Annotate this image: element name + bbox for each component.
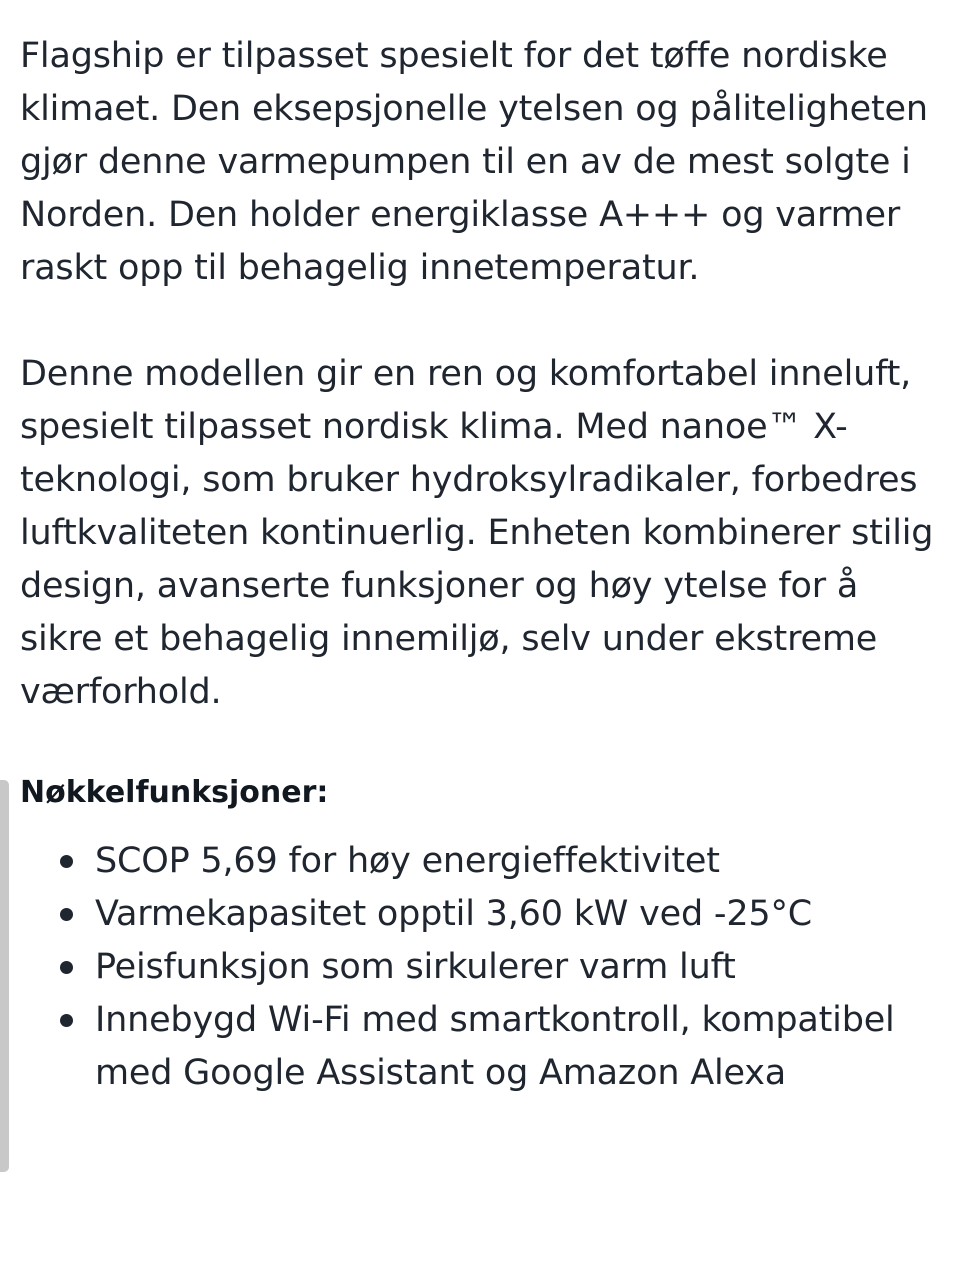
features-heading: Nøkkelfunksjoner: (20, 775, 329, 810)
description-paragraph-2: Denne modellen gir en ren og komfortabel inneluft, spesielt tilpasset nordisk klima. Med nanoe™ X-teknologi, som bruker hydroksylradikaler, forbedres luftkvaliteten kontinuerlig. Enheten kombinerer stilig design, avanserte funksjoner og høy ytelse for å sikre et behagelig innemiljø, selv under ekstreme værforhold. (20, 354, 934, 712)
scrollbar[interactable] (0, 780, 9, 1172)
product-description (20, 30, 945, 1100)
feature-item-fireplace (20, 941, 945, 994)
bullet-icon (60, 961, 73, 974)
features-list (20, 835, 945, 1100)
bullet-icon (60, 855, 73, 868)
feature-item-wifi (20, 994, 945, 1100)
feature-item-heating-capacity (20, 888, 945, 941)
bullet-icon (60, 1014, 73, 1027)
feature-item-label: Peisfunksjon som sirkulerer varm luft (95, 947, 736, 987)
description-paragraph-1: Flagship er tilpasset spesielt for det tøffe nordiske klimaet. Den eksepsjonelle ytelsen og påliteligheten gjør denne varmepumpen til en av de mest solgte i Norden. Den holder energiklasse A+++ og varmer raskt opp til behagelig innetemperatur. (20, 36, 928, 288)
feature-item-label: Varmekapasitet opptil 3,60 kW ved -25°C (95, 894, 812, 934)
feature-item-label: SCOP 5,69 for høy energieffektivitet (95, 841, 720, 881)
bullet-icon (60, 908, 73, 921)
feature-item-scop (20, 835, 945, 888)
feature-item-label: Innebygd Wi-Fi med smartkontroll, kompatibel med Google Assistant og Amazon Alexa (95, 1000, 895, 1093)
